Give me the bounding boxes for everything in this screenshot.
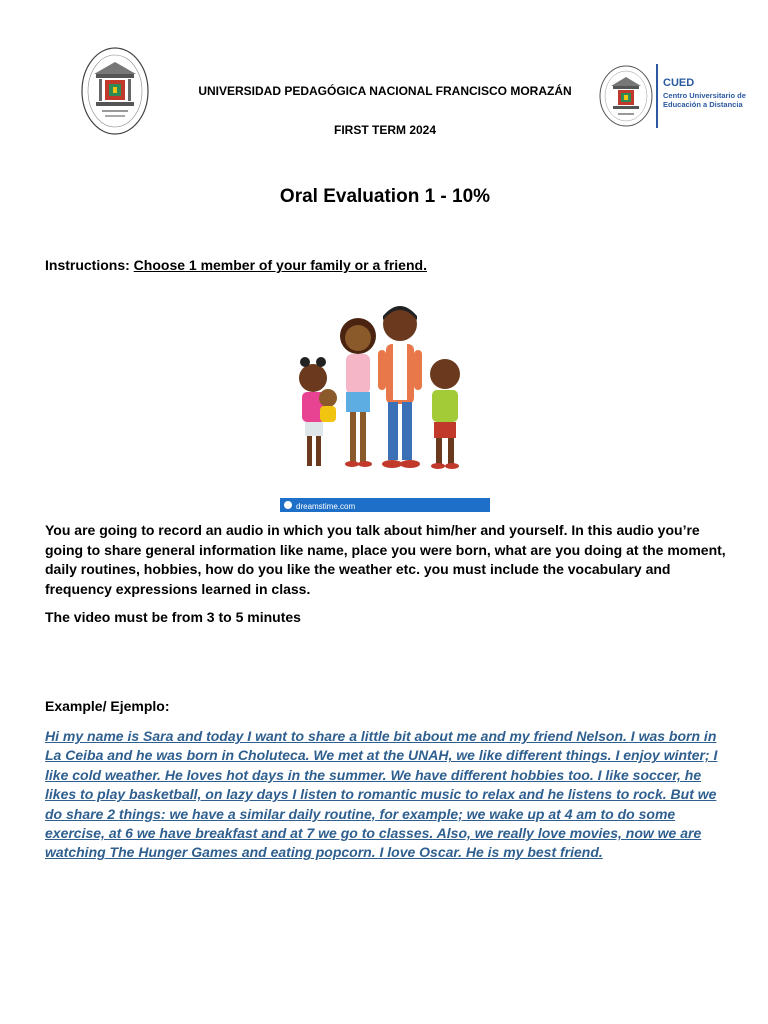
video-requirement: The video must be from 3 to 5 minutes: [45, 609, 301, 625]
page-title: Oral Evaluation 1 - 10%: [279, 186, 491, 207]
instructions-text: Choose 1 member of your family or a friend.: [133, 257, 427, 273]
cued-seal-logo: [598, 64, 654, 128]
term-label: FIRST TERM 2024: [333, 123, 437, 137]
cued-divider: [656, 64, 658, 128]
cued-name: CUED: [663, 77, 695, 89]
instructions: [45, 257, 427, 273]
assignment-description: You are going to record an audio in which you talk about him/her and yourself. In this audio you’re going to share general information like name, place you were born, what are you doing at the moment, daily routines, hobbies, how do you like the weather etc. you must include the vocabulary and frequency expressions learned in class.: [45, 522, 726, 597]
family-illustration: [280, 300, 490, 512]
example-label: Example/ Ejemplo:: [45, 698, 170, 714]
cued-subtitle: Centro Universitario de Educación a Distancia: [663, 91, 746, 109]
university-title: UNIVERSIDAD PEDAGÓGICA NACIONAL FRANCISCO MORAZÁN: [198, 84, 572, 98]
watermark-text: dreamstime.com: [296, 502, 356, 511]
university-seal-logo: [80, 46, 150, 136]
example-text: Hi my name is Sara and today I want to share a little bit about me and my friend Nelson. I was born in La Ceiba and he was born in Choluteca. We met at the UNAH, we like different things. I enjoy winter; I like cold weather. He loves hot days in the summer. We have different hobbies too. I like soccer, he likes to play basketball, on lazy days I listen to romantic music to relax and he listens to rock. But we do share 2 things: we have a similar daily routine, for example; we wake up at 4 am to do some exercise, at 6 we have breakfast and at 7 we go to classes. Also, we really love movies, now we are watching The Hunger Games and eating popcorn. I love Oscar. He is my best friend.: [45, 728, 718, 861]
instructions-label: Instructions:: [45, 257, 130, 273]
